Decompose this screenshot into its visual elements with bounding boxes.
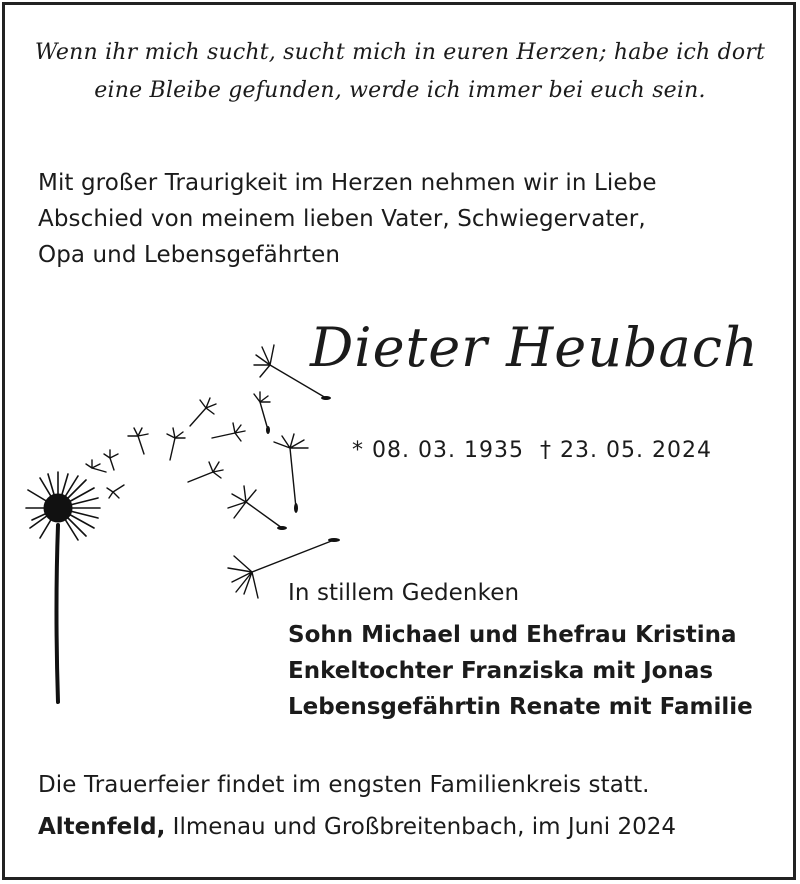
quote-line-1: Wenn ihr mich sucht, sucht mich in euren Herzen; habe ich dort: [34, 40, 766, 65]
mourner-line: Lebensgefährtin Renate mit Familie: [288, 694, 753, 720]
quote-line-2: eine Bleibe gefunden, werde ich immer bei euch sein.: [94, 78, 706, 103]
birth-date: * 08. 03. 1935: [352, 438, 524, 463]
death-date: † 23. 05. 2024: [540, 438, 712, 463]
mourners-heading: In stillem Gedenken: [288, 580, 520, 606]
intro-line-3: Opa und Lebensgefährten: [38, 242, 341, 268]
mourner-line: Enkeltochter Franziska mit Jonas: [288, 658, 714, 684]
mourner-line: Sohn Michael und Ehefrau Kristina: [288, 622, 737, 648]
funeral-note: Die Trauerfeier findet im engsten Familienkreis statt.: [38, 772, 650, 798]
intro-line-1: Mit großer Traurigkeit im Herzen nehmen wir in Liebe: [38, 170, 657, 196]
place-details: Ilmenau und Großbreitenbach, im Juni 2024: [165, 814, 676, 840]
place-name: Altenfeld,: [38, 814, 166, 840]
deceased-name: Dieter Heubach: [310, 316, 759, 379]
place-and-date: [38, 814, 676, 840]
intro-line-2: Abschied von meinem lieben Vater, Schwiegervater,: [38, 206, 646, 232]
dandelion-icon: [20, 330, 360, 710]
